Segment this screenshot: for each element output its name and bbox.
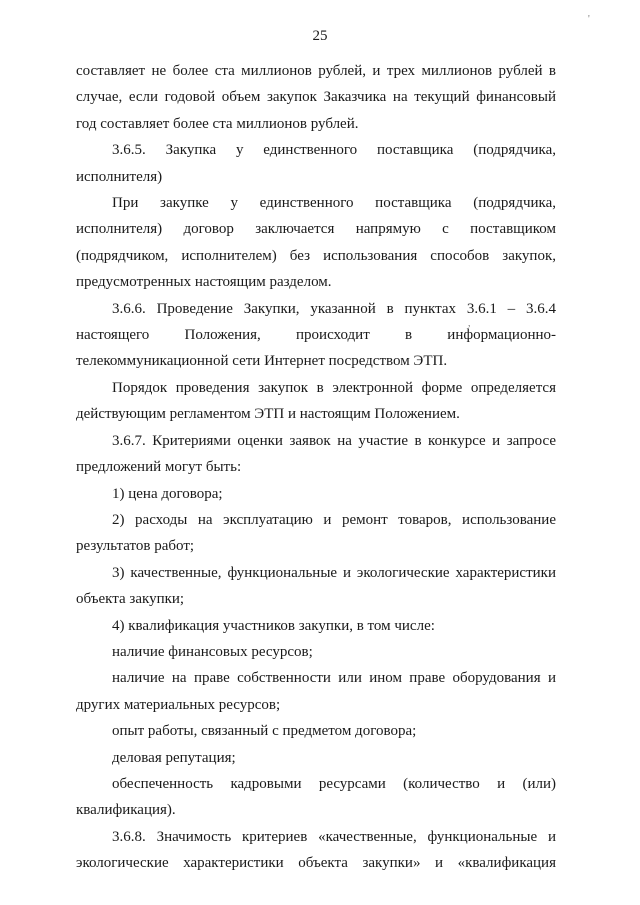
- list-item-price: 1) цена договора;: [112, 485, 223, 502]
- paragraph-3-6-6: 3.6.6. Проведение Закупки, указанной в пунктах 3.6.1 – 3.6.4 настоящего Положения, происходит в информационно-телекоммуникационной сети Интернет посредством ЭТП.: [76, 300, 556, 370]
- sub-item-equipment: наличие на праве собственности или ином праве оборудования и других материальных ресурсов;: [76, 670, 556, 713]
- section-heading-3-6-5: 3.6.5. Закупка у единственного поставщика (подрядчика, исполнителя): [76, 142, 556, 185]
- scan-speck: ': [588, 14, 590, 25]
- sub-item-experience: опыт работы, связанный с предметом договора;: [112, 723, 417, 740]
- paragraph-procedure: Порядок проведения закупок в электронной форме определяется действующим регламентом ЭТП и настоящим Положением.: [76, 379, 556, 423]
- document-body: [76, 58, 556, 877]
- sub-item-financial: наличие финансовых ресурсов;: [112, 643, 313, 660]
- scan-speck: ,: [468, 318, 471, 329]
- paragraph-continuation: составляет не более ста миллионов рублей, и трех миллионов рублей в случае, если годовой объем закупок Заказчика на текущий финансовый год составляет более ста миллионов рублей.: [76, 63, 556, 132]
- list-item-quality: 3) качественные, функциональные и экологические характеристики объекта закупки;: [76, 564, 556, 608]
- list-item-expenses: 2) расходы на эксплуатацию и ремонт товаров, использование результатов работ;: [76, 511, 556, 555]
- paragraph-3-6-7: 3.6.7. Критериями оценки заявок на участие в конкурсе и запросе предложений могут быть:: [76, 432, 556, 476]
- list-item-qualification: 4) квалификация участников закупки, в том числе:: [112, 617, 435, 634]
- paragraph-single-supplier: При закупке у единственного поставщика (подрядчика, исполнителя) договор заключается напрямую с поставщиком (подрядчиком, исполнителем) без использования способов закупок, предусмотренных настоящим разделом.: [76, 195, 556, 291]
- sub-item-staff: обеспеченность кадровыми ресурсами (количество и (или) квалификация).: [76, 775, 556, 819]
- paragraph-3-6-8: 3.6.8. Значимость критериев «качественные, функциональные и экологические характеристики объекта закупки» и «квалификация: [76, 828, 556, 872]
- page-number: 25: [312, 28, 328, 44]
- sub-item-reputation: деловая репутация;: [112, 749, 236, 766]
